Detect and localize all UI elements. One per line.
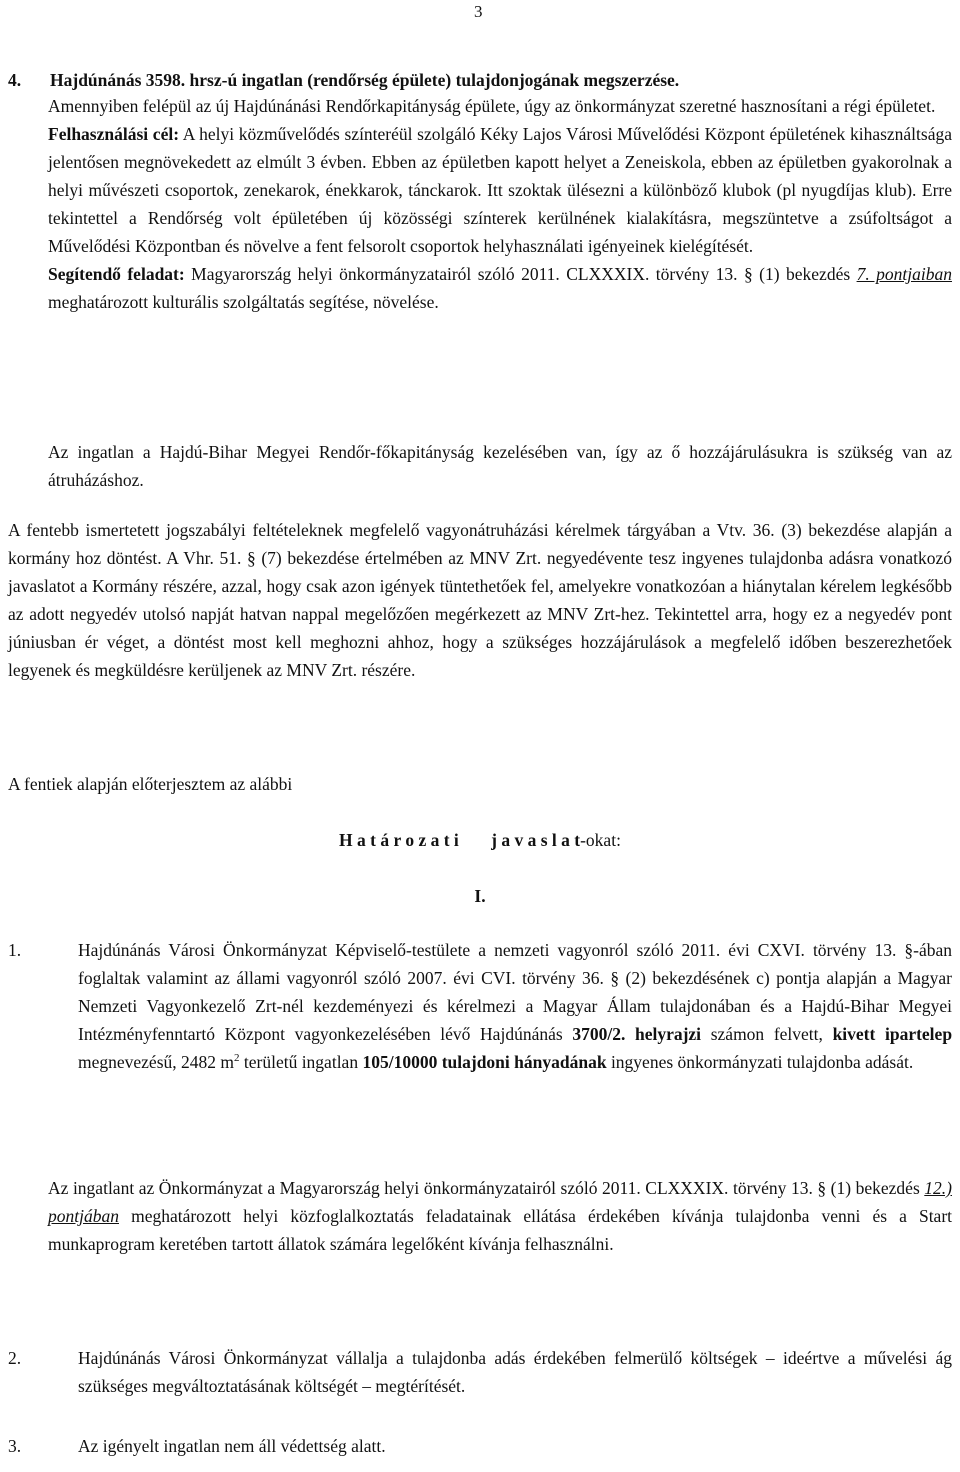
list-item-text-3: megnevezésű, 2482 m — [78, 1052, 234, 1072]
task-text-end: meghatározott kulturális szolgáltatás segítése, növelése. — [48, 292, 439, 312]
purpose-paragraph — [48, 120, 952, 260]
section-number: 4. — [8, 70, 22, 90]
list-item-text-2: számon felvett, — [710, 1024, 823, 1044]
law-paragraph: A fentebb ismertetett jogszabályi feltételeknek megfelelő vagyonátruházási kérelmek tárgyában a Vtv. 36. (3) bekezdése alapján a kormány hoz döntést. A Vhr. 51. § (7) bekezdése értelmében az MNV Zrt. negyedévente tesz ingyenes tulajdonba adásra vonatkozó javaslatot a Kormány részére, azzal, hogy csak azon igények tüntethetőek fel, amelyekre vonatkozóan a hiánytalan kérelem legkésőbb az adott negyedév utolsó napját hatvan nappal megelőzően megérkezett az MNV Zrt-hez. Tekintettel arra, hogy ez a negyedév pont júniusban ér véget, a döntést most kell meghozni ahhoz, hogy a szükséges hozzájárulások a megfelelő időben beszerezhetőek legyenek és megküldésre kerüljenek az MNV Zrt. részére. — [8, 520, 952, 680]
task-text: Magyarország helyi önkormányzatairól szóló 2011. CLXXXIX. törvény 13. § (1) bekezdés — [191, 264, 851, 284]
manager-paragraph: Az ingatlan a Hajdú-Bihar Megyei Rendőr-főkapitányság kezelésében van, így az ő hozzájárulásukra is szükség van az átruházáshoz. — [48, 442, 952, 490]
resolution-title-part2: j a v a s l a t — [491, 830, 581, 850]
list-item-number: 3. — [8, 1436, 22, 1456]
resolution-title-suffix: -okat: — [580, 830, 621, 850]
property-type: kivett ipartelep — [832, 1024, 953, 1044]
list-item-text-5: ingyenes önkormányzati tulajdonba adását. — [610, 1052, 914, 1072]
list-item-number: 1. — [8, 940, 22, 960]
section-heading — [8, 66, 952, 94]
resolution-title-part1: H a t á r o z a t i — [339, 830, 459, 850]
purpose-text: A helyi közművelődés színteréül szolgáló Kéky Lajos Városi Művelődési Központ épületének kihasználtsága jelentősen megnövekedett az elmúlt 3 évben. Ebben az épületben kapott helyet a Zeneiskola, ebben az épületben gyakorolnak a helyi művészeti csoportok, zenekarok, énekkarok, tánckarok. Itt szoktak ülésezni a különböző klubok (pl nyugdíjas klub). Erre tekintettel a Rendőrség volt épületében új közösségi színterek kerülnének kialakításra, megszüntetve a zsúfoltságot a Művelődési Központban és növelve a fent felsorolt csoportok helyhasználati igényeinek kielégítését. — [48, 124, 953, 256]
ownership-share: 105/10000 tulajdoni hányadának — [362, 1052, 607, 1072]
task-label: Segítendő feladat: — [48, 264, 185, 284]
task-paragraph — [48, 260, 952, 316]
list-item-text-4: területű ingatlan — [243, 1052, 359, 1072]
list-item — [8, 936, 952, 1076]
section-title: Hajdúnánás 3598. hrsz-ú ingatlan (rendőrség épülete) tulajdonjogának megszerzése. — [50, 70, 680, 90]
purpose2-text-2: meghatározott helyi közfoglalkoztatás feladatainak ellátása érdekében kívánja tulajdonba venni és a Start munkaprogram keretében tartott állatok számára legelőként kívánja felhasználni. — [48, 1206, 953, 1254]
purpose2-paragraph — [48, 1174, 952, 1258]
purpose2-text-1: Az ingatlant az Önkormányzat a Magyarország helyi önkormányzatairól szóló 2011. CLXXXIX. törvény 13. § (1) bekezdés — [48, 1178, 920, 1198]
purpose2-italic: 12.) pontjában — [48, 1178, 952, 1226]
section-body — [48, 92, 952, 316]
list-item-number: 2. — [8, 1348, 22, 1368]
list-item — [8, 1432, 952, 1460]
task-text-italic: 7. pontjaiban — [856, 264, 952, 284]
area-unit-sup: 2 — [234, 1052, 240, 1065]
list-item-text — [78, 936, 952, 1076]
page-number: 3 — [474, 2, 483, 21]
intro-paragraph: Amennyiben felépül az új Hajdúnánási Rendőrkapitányság épülete, úgy az önkormányzat szeretné hasznosítani a régi épületet. — [48, 96, 936, 116]
list-item — [8, 1344, 952, 1400]
list-item-text-1: Hajdúnánás Városi Önkormányzat Képviselő-testülete a nemzeti vagyonról szóló 2011. évi CXVI. törvény 13. §-ában foglaltak valamint az állami vagyonról szóló 2007. évi CVI. törvény 36. § (2) bekezdésének c) pontja alapján a Magyar Nemzeti Vagyonkezelő Zrt-nél kezdeményezi és kérelmezi a Magyar Állam tulajdonában és a Hajdú-Bihar Megyei Intézményfenntartó Központ vagyonkezelésében lévő Hajdúnánás — [78, 940, 952, 1044]
section-roman: I. — [474, 886, 486, 906]
list-item-text: Hajdúnánás Városi Önkormányzat vállalja a tulajdonba adás érdekében felmerülő költségek – ideértve a művelési ág szükséges megváltoztatásának költségét – megtérítését. — [78, 1348, 952, 1396]
parcel-number: 3700/2. helyrajzi — [572, 1024, 702, 1044]
resolution-title — [0, 826, 960, 854]
list-item-text: Az igényelt ingatlan nem áll védettség alatt. — [78, 1436, 386, 1456]
purpose-label: Felhasználási cél: — [48, 124, 180, 144]
propose-paragraph: A fentiek alapján előterjesztem az alábbi — [8, 774, 293, 794]
